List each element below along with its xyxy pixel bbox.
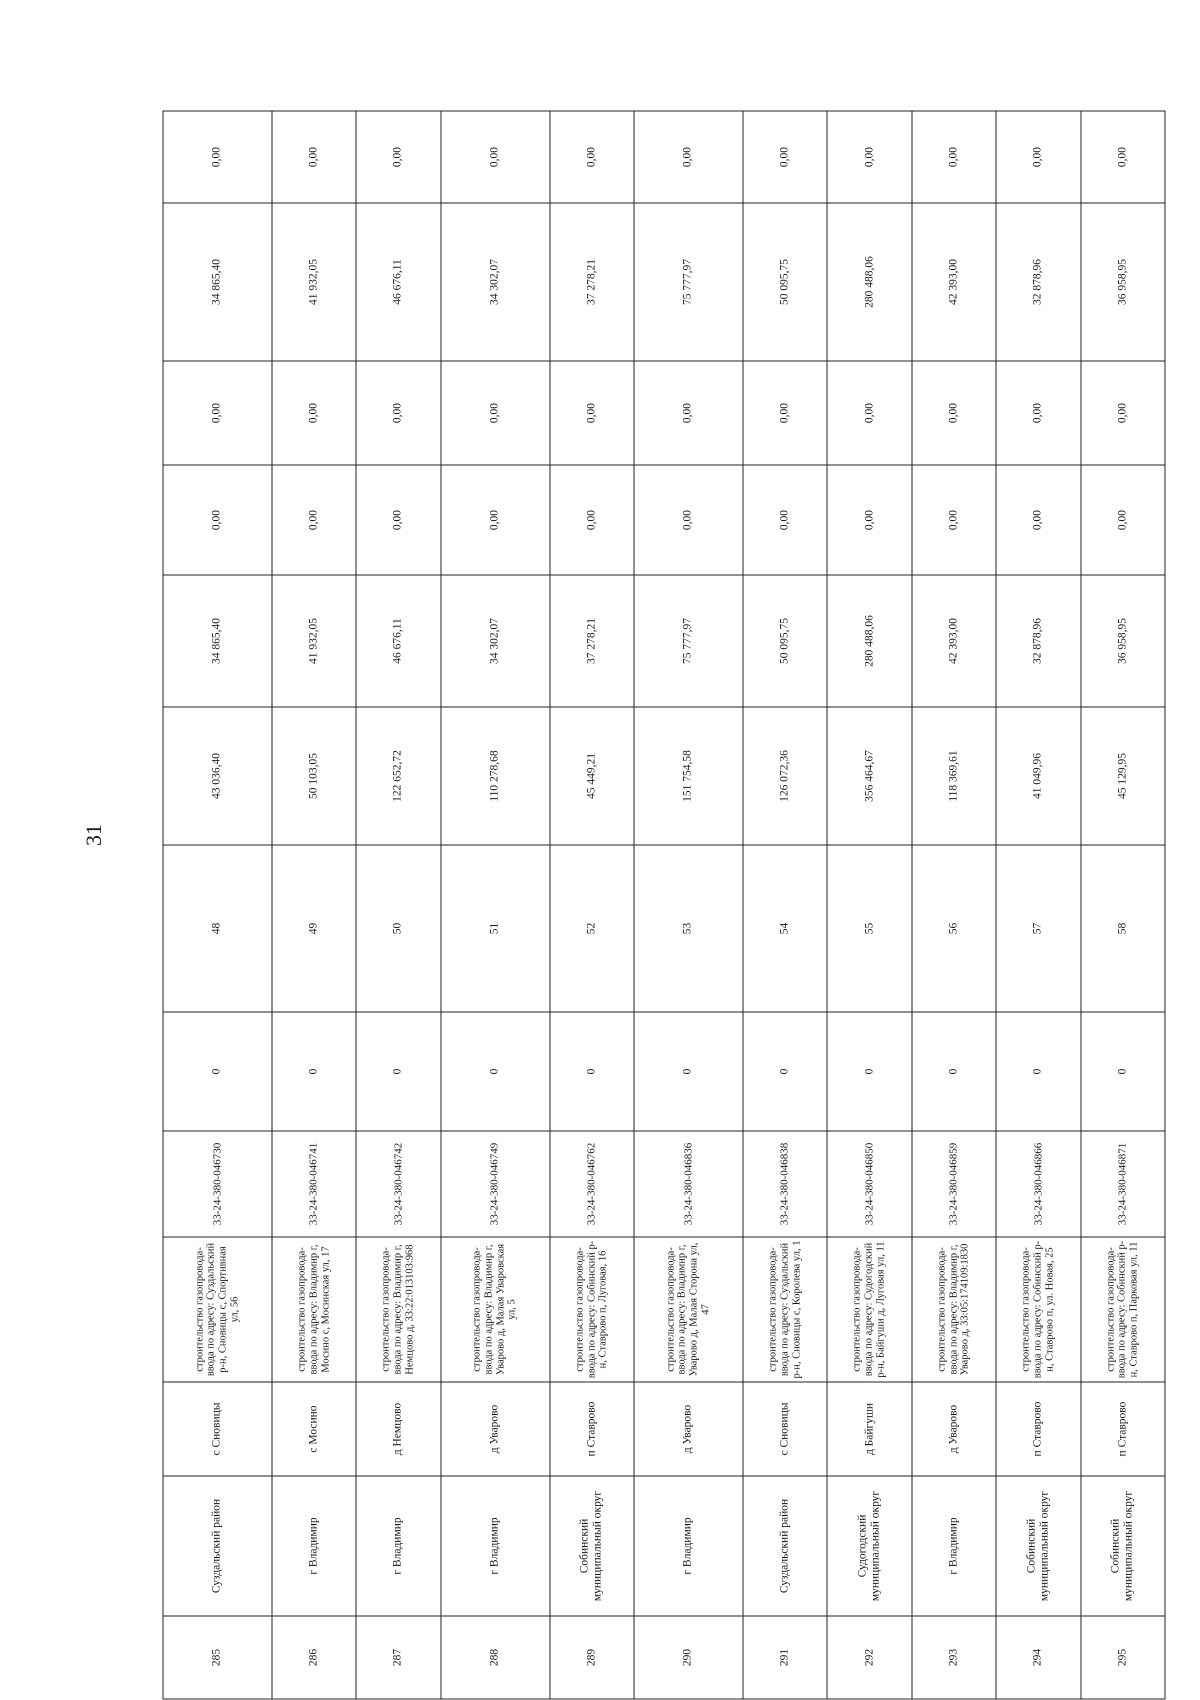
- amount-cell: 45 129,95: [1081, 707, 1165, 845]
- amount-cell: 45 449,21: [550, 707, 634, 845]
- amount-cell: 0,00: [634, 111, 743, 203]
- sequence-number-cell: 57: [996, 845, 1080, 1012]
- table-body: [163, 111, 1165, 1699]
- object-address-cell: строительство газопровода-ввода по адресу: Собинский р-н, Ставрово п, Луговая, 16: [550, 1237, 634, 1382]
- sequence-number-cell: 52: [550, 845, 634, 1012]
- amount-cell: 42 393,00: [912, 575, 996, 707]
- amount-cell: 0,00: [1081, 465, 1165, 575]
- object-address-cell: строительство газопровода-ввода по адресу: Владимир г, Уварово д, Малая Уваровская ул, 5: [441, 1237, 550, 1382]
- amount-cell: 122 652,72: [356, 707, 440, 845]
- amount-cell: 0,00: [356, 465, 440, 575]
- row-number: 288: [441, 1616, 550, 1699]
- municipality-cell: г Владимир: [441, 1476, 550, 1616]
- object-address-cell: строительство газопровода-ввода по адресу: Собинский р-н, Ставрово п, Парковая ул, 11: [1081, 1237, 1165, 1382]
- municipality-cell: г Владимир: [634, 1476, 743, 1616]
- row-number: 290: [634, 1616, 743, 1699]
- amount-cell: 280 488,06: [827, 203, 911, 361]
- municipality-cell: Суздальский район: [743, 1476, 827, 1616]
- zero-value-cell: 0: [272, 1012, 356, 1131]
- amount-cell: 0,00: [996, 465, 1080, 575]
- amount-cell: 0,00: [827, 361, 911, 465]
- sequence-number-cell: 54: [743, 845, 827, 1012]
- cadastral-number-cell: 33-24-380-046741: [272, 1131, 356, 1237]
- register-table: [163, 111, 1166, 1700]
- amount-cell: 0,00: [1081, 111, 1165, 203]
- object-address-cell: строительство газопровода-ввода по адресу: Судогодский р-н, Байгуши д, Луговая ул, 11: [827, 1237, 911, 1382]
- object-address-cell: строительство газопровода-ввода по адресу: Владимир г, Мосино с, Мосинская ул, 17: [272, 1237, 356, 1382]
- amount-cell: 46 676,11: [356, 575, 440, 707]
- sequence-number-cell: 58: [1081, 845, 1165, 1012]
- row-number: 287: [356, 1616, 440, 1699]
- object-address-cell: строительство газопровода-ввода по адресу: Владимир г, Уварово д, Малая Сторона ул, 47: [634, 1237, 743, 1382]
- cadastral-number-cell: 33-24-380-046838: [743, 1131, 827, 1237]
- amount-cell: 36 958,95: [1081, 203, 1165, 361]
- locality-cell: д Байгуши: [827, 1382, 911, 1476]
- amount-cell: 0,00: [634, 361, 743, 465]
- amount-cell: 0,00: [441, 361, 550, 465]
- amount-cell: 75 777,97: [634, 575, 743, 707]
- table-row: [272, 111, 356, 1699]
- municipality-cell: Суздальский район: [163, 1476, 272, 1616]
- table-row: [996, 111, 1080, 1699]
- row-number: 295: [1081, 1616, 1165, 1699]
- amount-cell: 34 865,40: [163, 575, 272, 707]
- amount-cell: 41 932,05: [272, 203, 356, 361]
- municipality-cell: г Владимир: [912, 1476, 996, 1616]
- amount-cell: 0,00: [441, 111, 550, 203]
- object-address-cell: строительство газопровода-ввода по адресу: Владимир г, Уварово д, 33:05:174109:1830: [912, 1237, 996, 1382]
- sequence-number-cell: 56: [912, 845, 996, 1012]
- zero-value-cell: 0: [634, 1012, 743, 1131]
- amount-cell: 43 036,40: [163, 707, 272, 845]
- zero-value-cell: 0: [550, 1012, 634, 1131]
- municipality-cell: Собинский муниципальный округ: [1081, 1476, 1165, 1616]
- sequence-number-cell: 53: [634, 845, 743, 1012]
- sequence-number-cell: 51: [441, 845, 550, 1012]
- amount-cell: 0,00: [356, 111, 440, 203]
- municipality-cell: Судогодский муниципальный округ: [827, 1476, 911, 1616]
- page-number: 31: [81, 824, 106, 846]
- amount-cell: 50 095,75: [743, 203, 827, 361]
- amount-cell: 41 049,96: [996, 707, 1080, 845]
- cadastral-number-cell: 33-24-380-046850: [827, 1131, 911, 1237]
- zero-value-cell: 0: [912, 1012, 996, 1131]
- amount-cell: 0,00: [550, 361, 634, 465]
- amount-cell: 0,00: [163, 111, 272, 203]
- amount-cell: 0,00: [272, 465, 356, 575]
- row-number: 285: [163, 1616, 272, 1699]
- table-row: [743, 111, 827, 1699]
- row-number: 294: [996, 1616, 1080, 1699]
- amount-cell: 46 676,11: [356, 203, 440, 361]
- amount-cell: 50 095,75: [743, 575, 827, 707]
- table-row: [912, 111, 996, 1699]
- object-address-cell: строительство газопровода-ввода по адресу: Собинский р-н, Ставрово п, ул. Новая, 25: [996, 1237, 1080, 1382]
- amount-cell: 0,00: [1081, 361, 1165, 465]
- amount-cell: 0,00: [912, 361, 996, 465]
- locality-cell: с Сновицы: [163, 1382, 272, 1476]
- sequence-number-cell: 50: [356, 845, 440, 1012]
- amount-cell: 0,00: [550, 465, 634, 575]
- locality-cell: п Ставрово: [550, 1382, 634, 1476]
- amount-cell: 0,00: [996, 111, 1080, 203]
- table-row: [1081, 111, 1165, 1699]
- amount-cell: 0,00: [550, 111, 634, 203]
- amount-cell: 110 278,68: [441, 707, 550, 845]
- row-number: 289: [550, 1616, 634, 1699]
- table-row: [163, 111, 272, 1699]
- row-number: 291: [743, 1616, 827, 1699]
- amount-cell: 0,00: [163, 465, 272, 575]
- amount-cell: 34 302,07: [441, 203, 550, 361]
- amount-cell: 126 072,36: [743, 707, 827, 845]
- amount-cell: 0,00: [996, 361, 1080, 465]
- locality-cell: п Ставрово: [1081, 1382, 1165, 1476]
- sequence-number-cell: 49: [272, 845, 356, 1012]
- amount-cell: 280 488,06: [827, 575, 911, 707]
- zero-value-cell: 0: [356, 1012, 440, 1131]
- amount-cell: 34 865,40: [163, 203, 272, 361]
- amount-cell: 36 958,95: [1081, 575, 1165, 707]
- locality-cell: п Ставрово: [996, 1382, 1080, 1476]
- zero-value-cell: 0: [163, 1012, 272, 1131]
- table-row: [356, 111, 440, 1699]
- cadastral-number-cell: 33-24-380-046749: [441, 1131, 550, 1237]
- amount-cell: 32 878,96: [996, 575, 1080, 707]
- amount-cell: 32 878,96: [996, 203, 1080, 361]
- amount-cell: 0,00: [743, 361, 827, 465]
- amount-cell: 42 393,00: [912, 203, 996, 361]
- municipality-cell: Собинский муниципальный округ: [996, 1476, 1080, 1616]
- amount-cell: 0,00: [272, 111, 356, 203]
- row-number: 286: [272, 1616, 356, 1699]
- amount-cell: 0,00: [272, 361, 356, 465]
- amount-cell: 0,00: [163, 361, 272, 465]
- amount-cell: 0,00: [743, 465, 827, 575]
- sequence-number-cell: 48: [163, 845, 272, 1012]
- municipality-cell: г Владимир: [356, 1476, 440, 1616]
- locality-cell: д Уварово: [634, 1382, 743, 1476]
- row-number: 292: [827, 1616, 911, 1699]
- amount-cell: 50 103,05: [272, 707, 356, 845]
- sequence-number-cell: 55: [827, 845, 911, 1012]
- object-address-cell: строительство газопровода-ввода по адресу: Владимир г, Немцово д, 33:22:013103:968: [356, 1237, 440, 1382]
- amount-cell: 0,00: [912, 111, 996, 203]
- table-row: [634, 111, 743, 1699]
- locality-cell: д Уварово: [912, 1382, 996, 1476]
- amount-cell: 0,00: [827, 465, 911, 575]
- amount-cell: 0,00: [827, 111, 911, 203]
- amount-cell: 41 932,05: [272, 575, 356, 707]
- cadastral-number-cell: 33-24-380-046859: [912, 1131, 996, 1237]
- cadastral-number-cell: 33-24-380-046730: [163, 1131, 272, 1237]
- table-row: [827, 111, 911, 1699]
- locality-cell: д Уварово: [441, 1382, 550, 1476]
- object-address-cell: строительство газопровода-ввода по адресу: Суздальский р-н, Сновицы с, Королева ул, 1: [743, 1237, 827, 1382]
- municipality-cell: Собинский муниципальный округ: [550, 1476, 634, 1616]
- locality-cell: д Немцово: [356, 1382, 440, 1476]
- amount-cell: 0,00: [356, 361, 440, 465]
- amount-cell: 356 464,67: [827, 707, 911, 845]
- rotated-table-container: [163, 112, 1166, 1700]
- zero-value-cell: 0: [1081, 1012, 1165, 1131]
- cadastral-number-cell: 33-24-380-046871: [1081, 1131, 1165, 1237]
- amount-cell: 75 777,97: [634, 203, 743, 361]
- row-number: 293: [912, 1616, 996, 1699]
- table-row: [441, 111, 550, 1699]
- zero-value-cell: 0: [996, 1012, 1080, 1131]
- amount-cell: 151 754,58: [634, 707, 743, 845]
- cadastral-number-cell: 33-24-380-046742: [356, 1131, 440, 1237]
- amount-cell: 34 302,07: [441, 575, 550, 707]
- zero-value-cell: 0: [743, 1012, 827, 1131]
- amount-cell: 37 278,21: [550, 203, 634, 361]
- locality-cell: с Сновицы: [743, 1382, 827, 1476]
- cadastral-number-cell: 33-24-380-046836: [634, 1131, 743, 1237]
- municipality-cell: г Владимир: [272, 1476, 356, 1616]
- zero-value-cell: 0: [827, 1012, 911, 1131]
- amount-cell: 0,00: [743, 111, 827, 203]
- cadastral-number-cell: 33-24-380-046866: [996, 1131, 1080, 1237]
- amount-cell: 0,00: [634, 465, 743, 575]
- object-address-cell: строительство газопровода-ввода по адресу: Суздальский р-н, Сновицы с, Спортивная ул, 56: [163, 1237, 272, 1382]
- locality-cell: с Мосино: [272, 1382, 356, 1476]
- table-row: [550, 111, 634, 1699]
- amount-cell: 0,00: [912, 465, 996, 575]
- amount-cell: 118 369,61: [912, 707, 996, 845]
- cadastral-number-cell: 33-24-380-046762: [550, 1131, 634, 1237]
- amount-cell: 0,00: [441, 465, 550, 575]
- zero-value-cell: 0: [441, 1012, 550, 1131]
- amount-cell: 37 278,21: [550, 575, 634, 707]
